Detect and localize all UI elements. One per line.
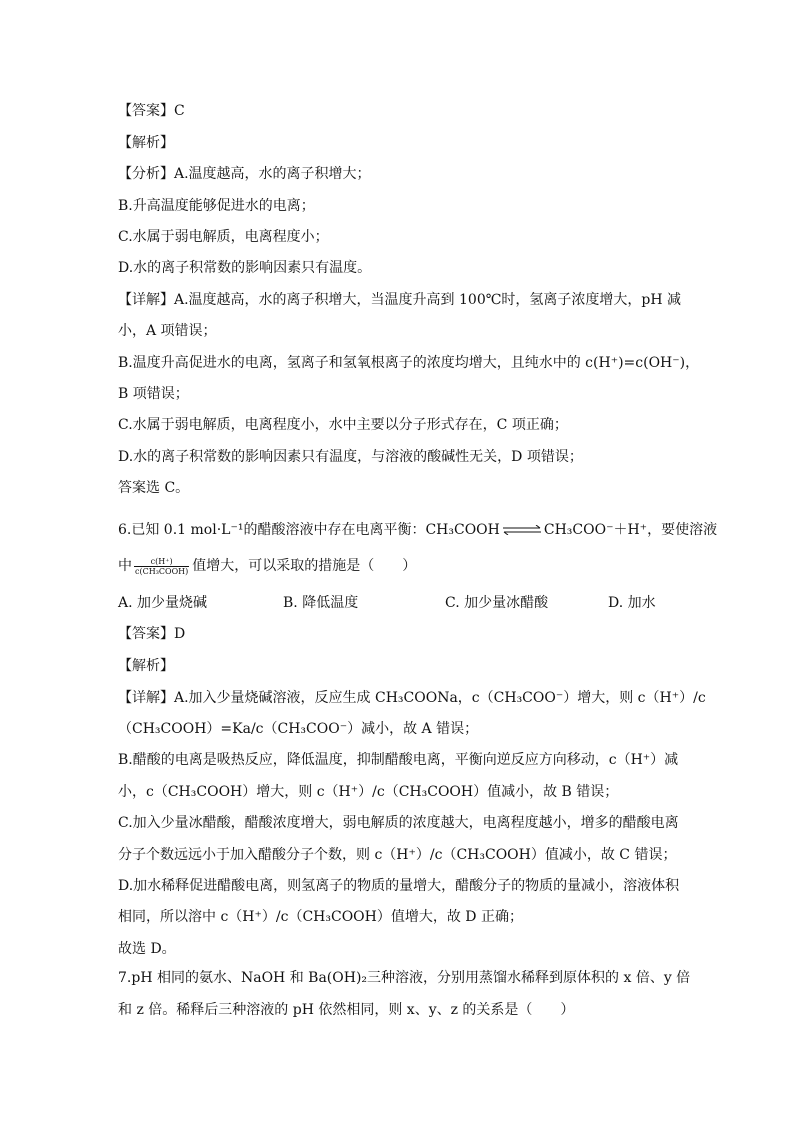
detail-line: D.加水稀释促进醋酸电离，则氢离子的物质的量增大，醋酸分子的物质的量减小，溶液体积 <box>118 878 680 894</box>
option-a: A. 加少量烧碱 <box>118 595 208 611</box>
detail-line: 相同，所以溶中 c（H⁺）/c（CH₃COOH）值增大，故 D 正确； <box>118 909 523 925</box>
question-7-line2: 和 z 倍。稀释后三种溶液的 pH 依然相同，则 x、y、z 的关系是（ ） <box>118 1002 575 1018</box>
question-6-text-d: 值增大，可以采取的措施是（ ） <box>192 558 417 574</box>
detail-line: 【详解】A.加入少量烧碱溶液，反应生成 CH₃COONa，c（CH₃COO⁻）增大，则 c（H⁺）/c <box>118 690 706 706</box>
question-7-line1: 7.pH 相同的氨水、NaOH 和 Ba(OH)₂三种溶液，分别用蒸馏水稀释到原体积的 x 倍、y 倍 <box>118 970 691 986</box>
detail-line: D.水的离子积常数的影响因素只有温度，与溶液的酸碱性无关，D 项错误； <box>118 449 583 465</box>
analysis-line: 【分析】A.温度越高，水的离子积增大； <box>118 166 371 182</box>
analysis-line: B.升高温度能够促进水的电离； <box>118 198 315 214</box>
question-6-text-a: 6.已知 0.1 mol·L⁻¹的醋酸溶液中存在电离平衡：CH₃COOH <box>118 522 500 538</box>
detail-line: B 项错误； <box>118 386 189 402</box>
detail-line: C.加入少量冰醋酸，醋酸浓度增大，弱电解质的浓度越大，电离程度越小，增多的醋酸电离 <box>118 815 679 831</box>
question-6-line2 <box>118 556 416 576</box>
detail-line: B.温度升高促进水的电离，氢离子和氢氧根离子的浓度均增大，且纯水中的 c(H⁺)=c(OH⁻)， <box>118 355 700 371</box>
detail-line: B.醋酸的电离是吸热反应，降低温度，抑制醋酸电离，平衡向逆反应方向移动，c（H⁺）减 <box>118 752 679 768</box>
option-c: C. 加少量冰醋酸 <box>445 595 549 611</box>
question-6-text-c: 中 <box>118 558 132 574</box>
conclusion-line: 答案选 C。 <box>118 480 190 496</box>
option-b: B. 降低温度 <box>283 595 359 611</box>
analysis-label-5: 【解析】 <box>118 135 174 151</box>
analysis-line: C.水属于弱电解质，电离程度小； <box>118 229 329 245</box>
detail-line: 分子个数远远小于加入醋酸分子个数，则 c（H⁺）/c（CH₃COOH）值减小，故 C 错误； <box>118 847 677 863</box>
equilibrium-arrow-icon <box>502 525 542 535</box>
detail-line: （CH₃COOH）=Ka/c（CH₃COO⁻）减小，故 A 错误； <box>118 721 479 737</box>
analysis-line: D.水的离子积常数的影响因素只有温度。 <box>118 260 372 276</box>
detail-line: C.水属于弱电解质，电离程度小，水中主要以分子形式存在，C 项正确； <box>118 417 568 433</box>
detail-line: 小，c（CH₃COOH）增大，则 c（H⁺）/c（CH₃COOH）值减小，故 B 错误； <box>118 784 619 800</box>
answer-label-5: 【答案】C <box>118 103 185 119</box>
fraction-numerator: c(H⁺) <box>134 557 189 567</box>
option-d: D. 加水 <box>608 595 656 611</box>
question-6-line1 <box>118 520 717 540</box>
detail-line: 【详解】A.温度越高，水的离子积增大，当温度升高到 100℃时，氢离子浓度增大，pH 减 <box>118 292 682 308</box>
ratio-fraction <box>134 557 189 576</box>
detail-line: 小，A 项错误； <box>118 323 217 339</box>
analysis-label-6: 【解析】 <box>118 658 174 674</box>
answer-label-6: 【答案】D <box>118 626 186 642</box>
fraction-denominator: c(CH₃COOH) <box>135 566 189 576</box>
conclusion-line: 故选 D。 <box>118 941 176 957</box>
question-6-text-b: CH₃COO⁻＋H⁺，要使溶液 <box>543 522 718 538</box>
